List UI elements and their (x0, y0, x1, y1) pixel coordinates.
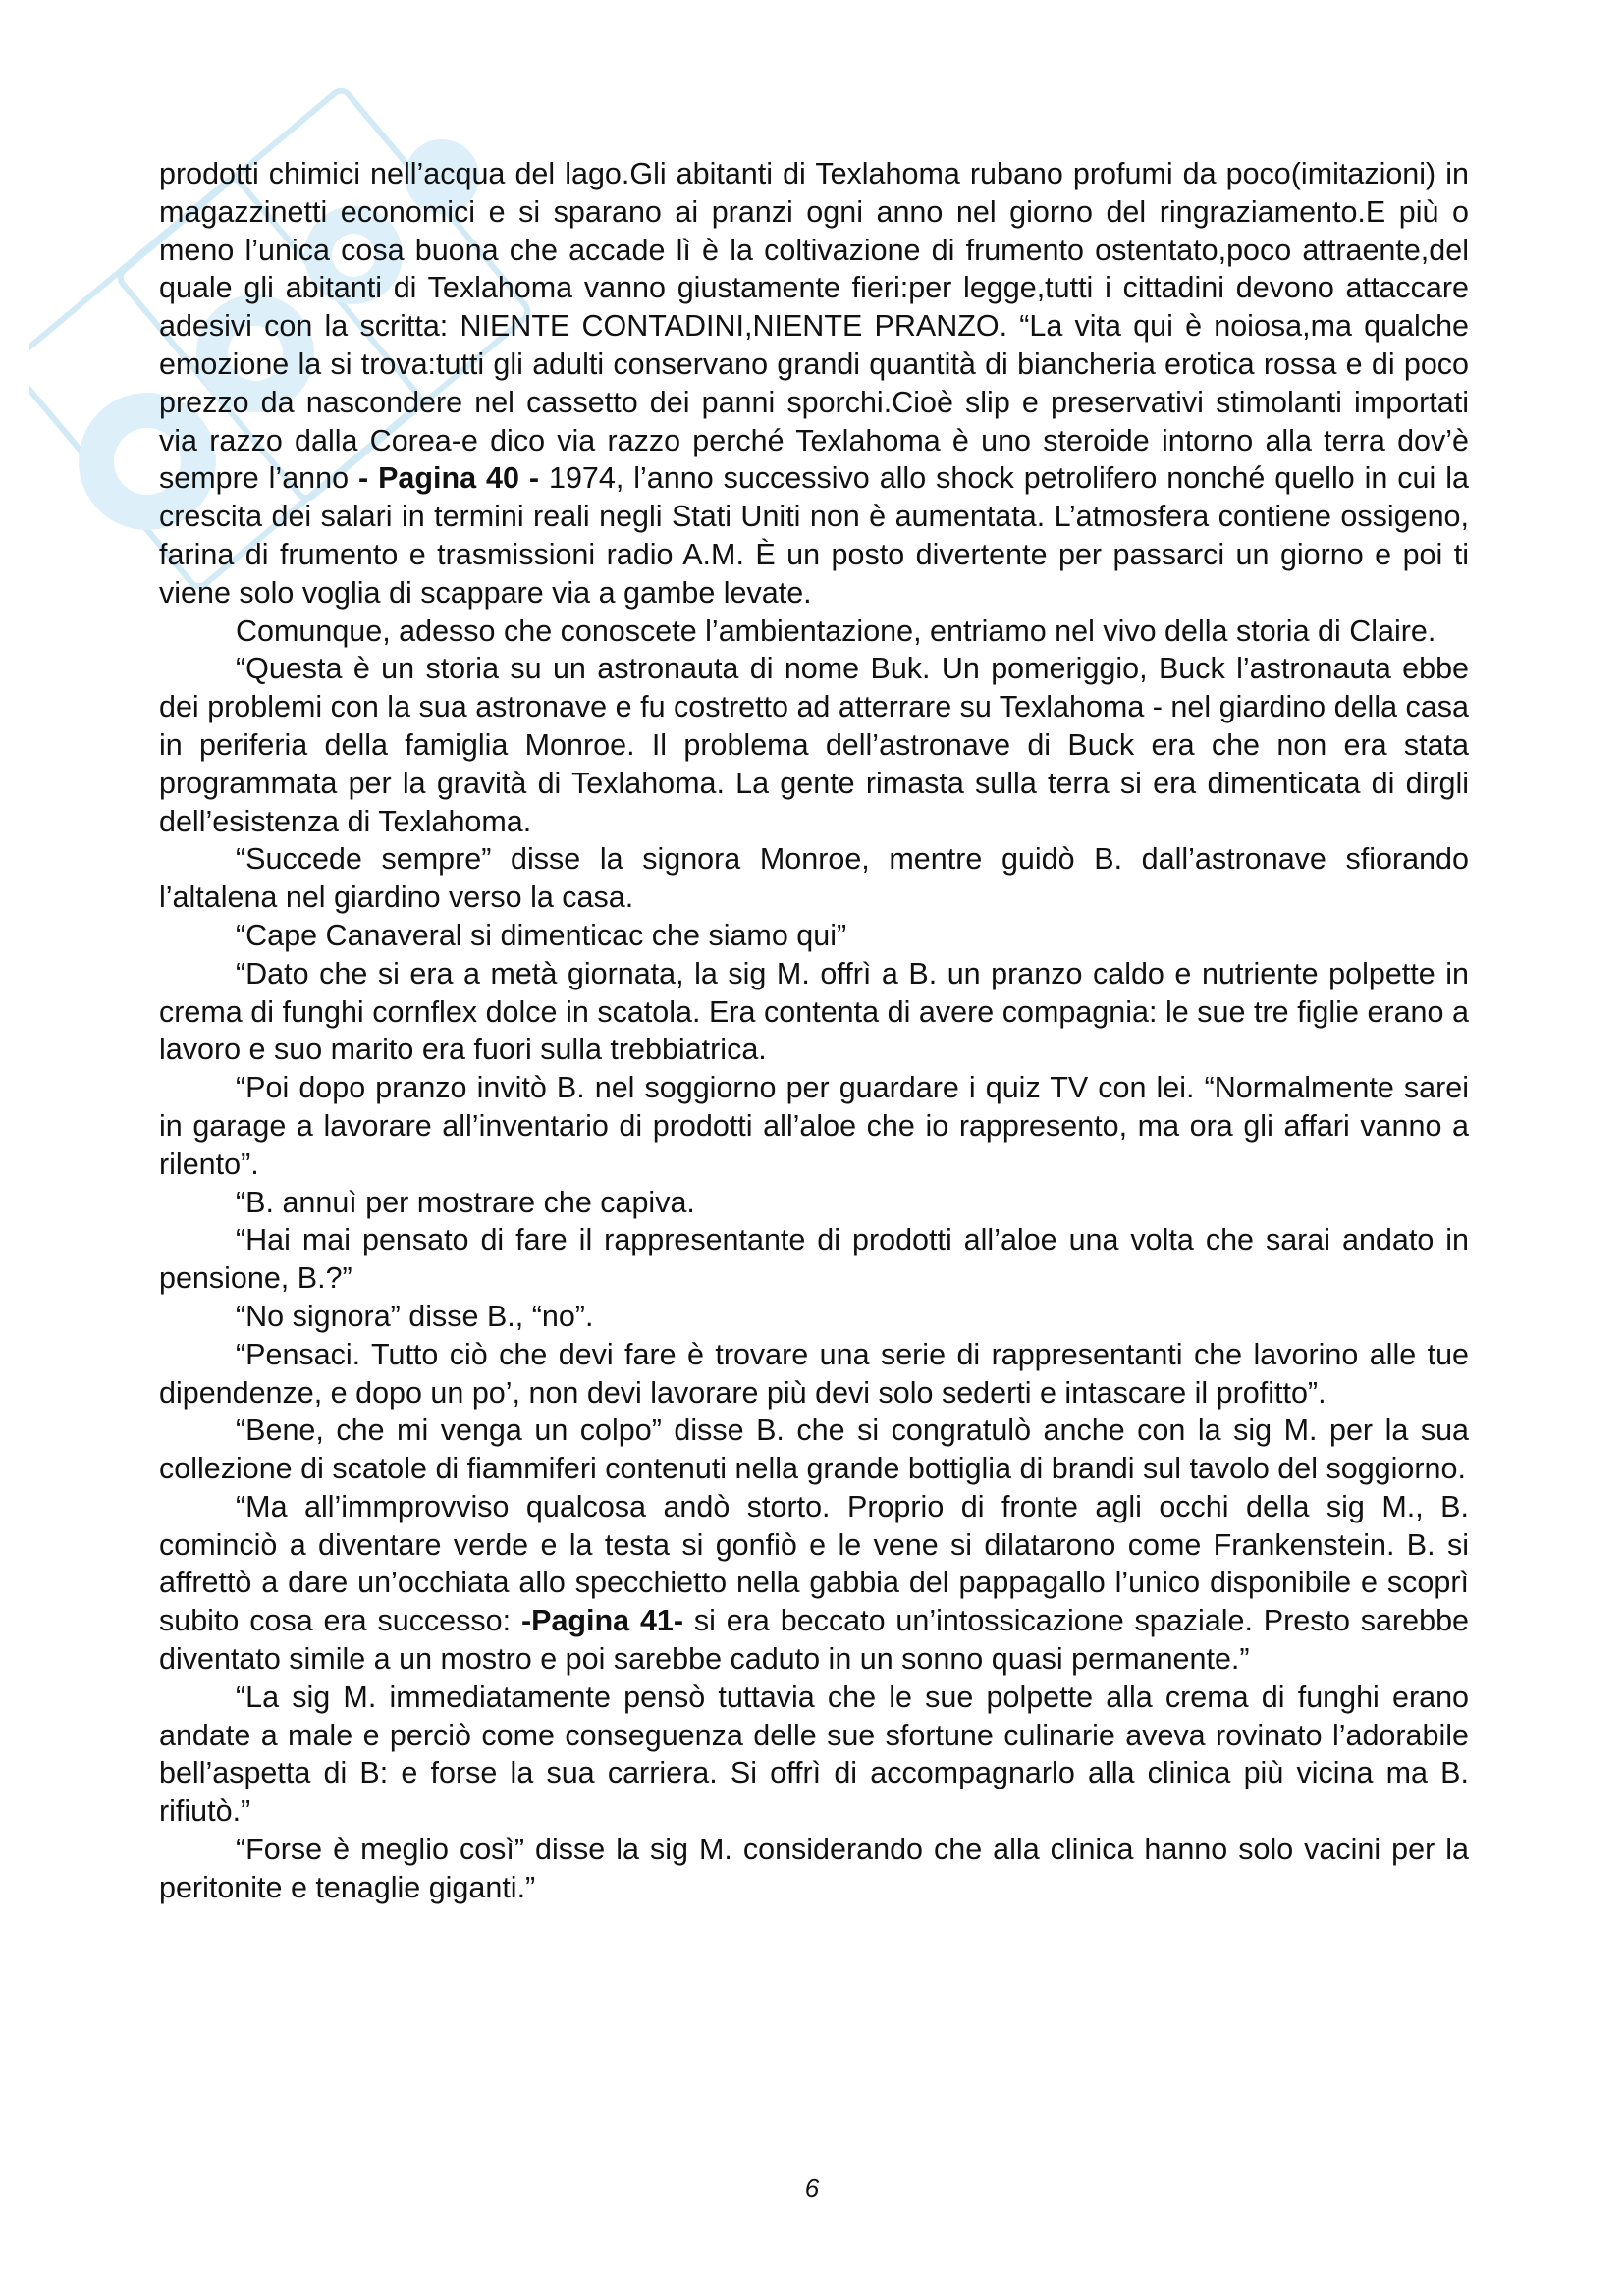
paragraph: “No signora” disse B., “no”. (236, 1299, 594, 1333)
paragraph: “Pensaci. Tutto ciò che devi fare è trovare una serie di rappresentanti che lavorino alle tue dipendenze, e dopo un po’, non devi lavorare più devi solo sederti e intascare il profitto”. (159, 1337, 1469, 1410)
paragraph: “La sig M. immediatamente pensò tuttavia che le sue polpette alla crema di funghi erano andate a male e perciò come conseguenza delle sue sfortune culinarie aveva rovinato l’adorabile bell’aspetta di B: e forse la sua carriera. Si offrì di accompagnarlo alla clinica più vicina ma B. rifiutò.” (159, 1680, 1469, 1829)
paragraph: “Ma all’immprovviso qualcosa andò storto. Proprio di fronte agli occhi della sig M., B. cominciò a diventare verde e la testa si gonfiò e le vene si dilatarono come Frankenstein. B. si affrettò a dare un’occhiata allo specchietto nella gabbia del pappagallo l’unico disponibile e scoprì subito cosa era successo: -Pagina 41- si era beccato un’intossicazione spaziale. Presto sarebbe diventato simile a un mostro e poi sarebbe caduto in un sonno quasi permanente.” (159, 1489, 1470, 1677)
paragraph: Comunque, adesso che conoscete l’ambientazione, entriamo nel vivo della storia di Claire. (236, 614, 1436, 648)
page-number: 6 (804, 2173, 820, 2203)
paragraph: prodotti chimici nell’acqua del lago.Gli abitanti di Texlahoma rubano profumi da poco(imitazioni) in magazzinetti economici e si sparano ai pranzi ogni anno nel giorno del ringraziamento.E più o meno l’unica cosa buona che accade lì è la coltivazione di frumento ostentato,poco attraente,del quale gli abitanti di Texlahoma vanno giustamente fieri:per legge,tutti i cittadini devono attaccare adesivi con la scritta: NIENTE CONTADINI,NIENTE PRANZO. “La vita qui è noiosa,ma qualche emozione la si trova:tutti gli adulti conservano grandi quantità di biancheria erotica rossa e di poco prezzo da nascondere nel cassetto dei panni sporchi.Cioè slip e preservativi stimolanti importati via razzo dalla Corea-e dico via razzo perché Texlahoma è uno steroide intorno alla terra dov’è sempre l’anno - Pagina 40 - 1974, l’anno successivo allo shock petrolifero nonché quello in cui la crescita dei salari in termini reali negli Stati Uniti non è aumentata. L’atmosfera contiene ossigeno, farina di frumento e trasmissioni radio A.M. È un posto divertente per passarci un giorno e poi ti viene solo voglia di scappare via a gambe levate. (159, 157, 1469, 610)
paragraph: “Hai mai pensato di fare il rappresentante di prodotti all’aloe una volta che sarai andato in pensione, B.?” (159, 1223, 1469, 1296)
paragraph: “Forse è meglio così” disse la sig M. considerando che alla clinica hanno solo vacini per la peritonite e tenaglie giganti.” (159, 1833, 1469, 1904)
paragraph: “Cape Canaveral si dimenticac che siamo qui” (236, 918, 847, 952)
paragraph: “Succede sempre” disse la signora Monroe, mentre guidò B. dall’astronave sfiorando l’altalena nel giardino verso la casa. (159, 842, 1469, 915)
paragraph: “Poi dopo pranzo invitò B. nel soggiorno per guardare i quiz TV con lei. “Normalmente sarei in garage a lavorare all’inventario di prodotti all’aloe che io rappresento, ma ora gli affari vanno a rilento”. (159, 1071, 1469, 1181)
paragraph: “B. annuì per mostrare che capiva. (236, 1185, 695, 1219)
document-body (159, 155, 1469, 1907)
paragraph: “Questa è un storia su un astronauta di nome Buk. Un pomeriggio, Buck l’astronauta ebbe dei problemi con la sua astronave e fu costretto ad atterrare su Texlahoma - nel giardino della casa in periferia della famiglia Monroe. Il problema dell’astronave di Buck era che non era stata programmata per la gravità di Texlahoma. La gente rimasta sulla terra si era dimenticata di dirgli dell’esistenza di Texlahoma. (159, 652, 1469, 838)
paragraph: “Dato che si era a metà giornata, la sig M. offrì a B. un pranzo caldo e nutriente polpette in crema di funghi cornflex dolce in scatola. Era contenta di avere compagnia: le sue tre figlie erano a lavoro e suo marito era fuori sulla trebbiatrica. (159, 956, 1469, 1067)
page-marker: - Pagina 40 - (357, 461, 540, 496)
paragraph: “Bene, che mi venga un colpo” disse B. che si congratulò anche con la sig M. per la sua collezione di scatole di fiammiferi contenuti nella grande bottiglia di brandi sul tavolo del soggiorno. (159, 1414, 1469, 1486)
page-marker: -Pagina 41- (520, 1604, 684, 1638)
